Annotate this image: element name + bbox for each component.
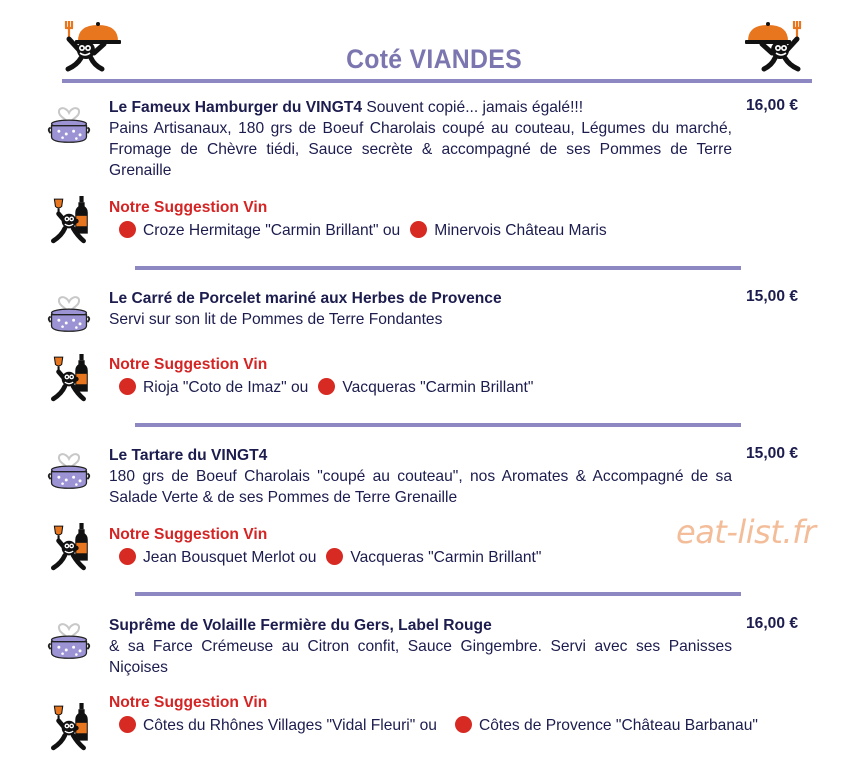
dish-hamburger <box>109 97 732 181</box>
pot-icon <box>46 97 92 147</box>
wine-item: Côtes de Provence "Château Barbanau" <box>478 717 758 734</box>
wine-dot-icon <box>119 378 136 395</box>
dish-description: 180 grs de Boeuf Charolais "coupé au couteau", nos Aromates & Accompagné de sa Salade Verte & de ses Pommes de Terre Grenaille <box>109 468 732 506</box>
sommelier-icon <box>49 703 89 751</box>
sommelier-icon <box>49 354 89 402</box>
wine-heading: Notre Suggestion Vin <box>109 356 268 373</box>
dish-price: 16,00 € <box>746 97 799 114</box>
wine-item: Vacqueras "Carmin Brillant" <box>350 549 542 566</box>
dish-name: Suprême de Volaille Fermière du Gers, Label Rouge <box>109 617 492 634</box>
dish-description: & sa Farce Crémeuse au Citron confit, Sauce Gingembre. Servi avec ses Panisses Niçoises <box>109 638 732 676</box>
dish-volaille <box>109 615 732 678</box>
wine-list <box>109 377 533 398</box>
section-title: Coté VIANDES <box>346 44 522 74</box>
wine-list <box>109 715 831 736</box>
separator-rule <box>135 423 741 427</box>
wine-item: Côtes du Rhônes Villages "Vidal Fleuri" ou <box>143 717 437 734</box>
dish-tartare <box>109 445 732 508</box>
title-rule <box>62 79 812 83</box>
dish-tagline: Souvent copié... jamais égalé!!! <box>362 99 584 116</box>
wine-list <box>109 547 541 568</box>
wine-item: Croze Hermitage "Carmin Brillant" ou <box>143 222 401 239</box>
wine-list <box>109 220 607 241</box>
watermark: eat-list.fr <box>676 513 816 551</box>
wine-dot-icon <box>455 716 472 733</box>
wine-dot-icon <box>410 221 427 238</box>
dish-name: Le Fameux Hamburger du VINGT4 <box>109 99 363 116</box>
pot-icon <box>46 443 92 493</box>
sommelier-icon <box>49 523 89 571</box>
dish-name: Le Carré de Porcelet mariné aux Herbes de Provence <box>109 290 502 307</box>
sommelier-icon <box>49 196 89 244</box>
wine-dot-icon <box>119 548 136 565</box>
dish-description: Servi sur son lit de Pommes de Terre Fondantes <box>109 311 443 328</box>
dish-description: Pains Artisanaux, 180 grs de Boeuf Charolais coupé au couteau, Légumes du marché, Fromage de Chèvre tiédi, Sauce secrète & accompagné de ses Pommes de Terre Grenaille <box>109 120 732 179</box>
wine-item: Vacqueras "Carmin Brillant" <box>342 379 534 396</box>
pot-icon <box>46 613 92 663</box>
wine-item: Jean Bousquet Merlot ou <box>143 549 317 566</box>
wine-dot-icon <box>119 716 136 733</box>
dish-price: 15,00 € <box>746 288 799 305</box>
separator-rule <box>135 592 741 596</box>
wine-heading: Notre Suggestion Vin <box>109 526 268 543</box>
wine-heading: Notre Suggestion Vin <box>109 199 268 216</box>
dish-name: Le Tartare du VINGT4 <box>109 447 268 464</box>
wine-dot-icon <box>318 378 335 395</box>
wine-dot-icon <box>119 221 136 238</box>
dish-porcelet <box>109 288 732 330</box>
wine-dot-icon <box>326 548 343 565</box>
dish-price: 15,00 € <box>746 445 799 462</box>
dish-price: 16,00 € <box>746 615 799 632</box>
pot-icon <box>46 286 92 336</box>
wine-heading: Notre Suggestion Vin <box>109 694 268 711</box>
wine-item: Rioja "Coto de Imaz" ou <box>143 379 309 396</box>
wine-item: Minervois Château Maris <box>434 222 607 239</box>
separator-rule <box>135 266 741 270</box>
